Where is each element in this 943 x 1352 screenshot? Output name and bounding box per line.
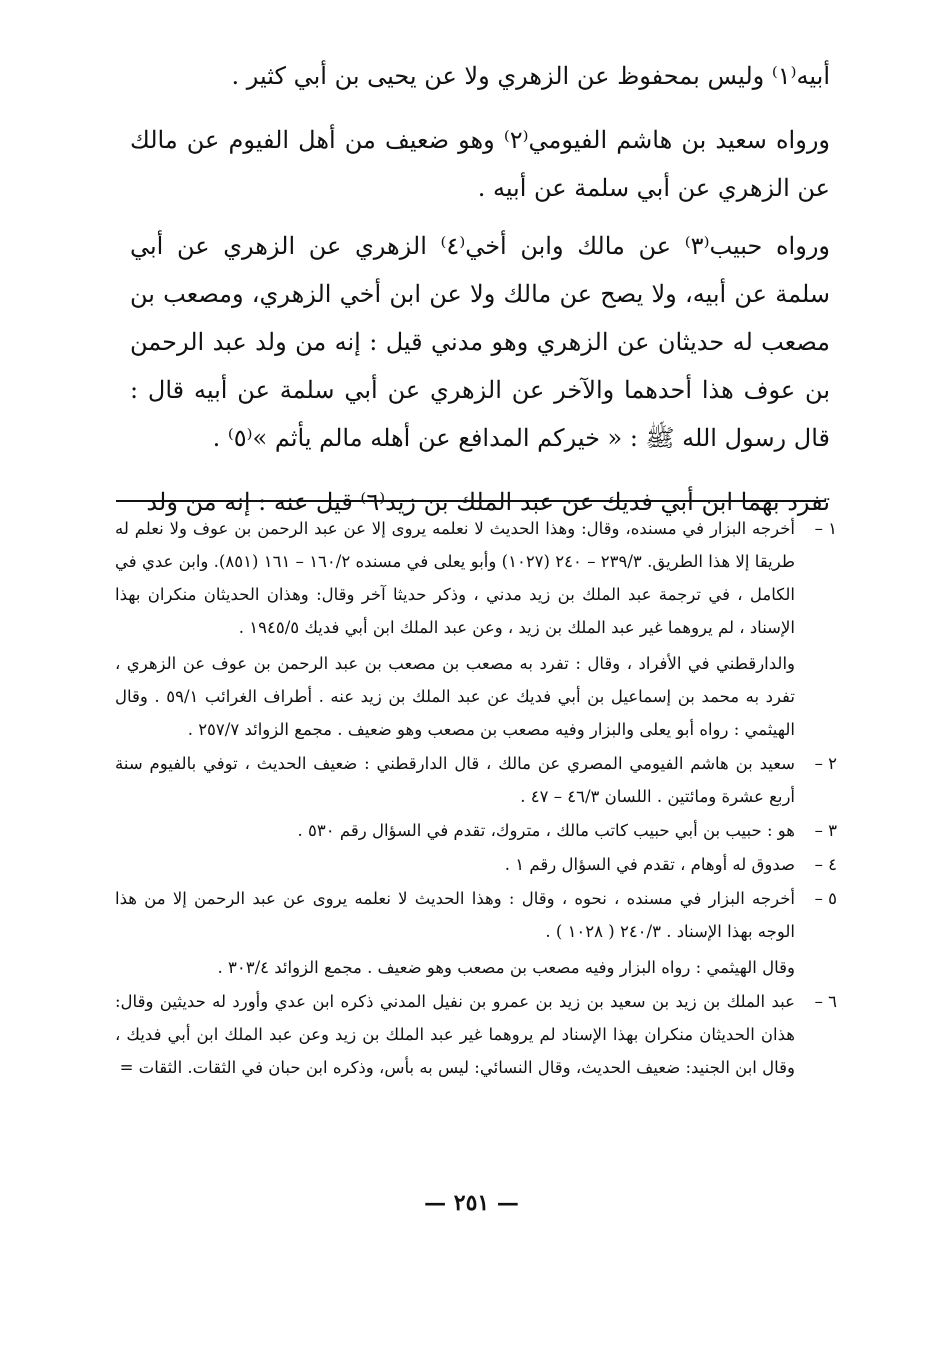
footnotes — [115, 512, 837, 1085]
footnote — [115, 512, 837, 746]
footnote-text: صدوق له أوهام ، تقدم في السؤال رقم ١ . — [504, 855, 795, 874]
footnote-number: ٣ – — [814, 821, 837, 840]
footnote-number: ١ – — [814, 519, 837, 538]
footnote — [115, 848, 837, 881]
paragraph: تفرد بهما ابن أبي فديك عن عبد الملك بن زيد⁽٦⁾ قيل عنه : إنه من ولد — [146, 488, 830, 516]
footnote — [115, 985, 837, 1084]
footnote-body — [115, 814, 795, 847]
footnote-text: هو : حبيب بن أبي حبيب كاتب مالك ، متروك، تقدم في السؤال رقم ٥٣٠ . — [297, 821, 795, 840]
footnote-body — [115, 848, 795, 881]
paragraph: أبيه⁽١⁾ وليس بمحفوظ عن الزهري ولا عن يحيى بن أبي كثير . — [231, 62, 830, 90]
footnote — [115, 814, 837, 847]
footnote-separator — [116, 500, 826, 502]
footnote-text: أخرجه البزار في مسنده، وقال: وهذا الحديث لا نعلمه يروى إلا عن عبد الرحمن بن عوف ولا نعلم له طريقا إلا هذا الطريق. ٢٣٩/٣ – ٢٤٠ (١٠٢٧) وأبو يعلى في مسنده ١٦٠/٢ – ١٦١ (٨٥١). وابن عدي في الكامل ، في ترجمة عبد الملك بن زيد مدني ، وذكر حديثا آخر وقال: وهذان الحديثان منكران بهذا الإسناد ، لم يروهما غير عبد الملك بن زيد ، وعن عبد الملك ابن أبي فديك ١٩٤٥/٥ . — [115, 519, 795, 637]
footnote-body — [115, 512, 795, 746]
footnote-text-extra: وقال الهيثمي : رواه البزار وفيه مصعب بن مصعب وهو ضعيف . مجمع الزوائد ٣٠٣/٤ . — [217, 958, 795, 977]
footnote-body — [115, 747, 795, 813]
footnote-text-extra: والدارقطني في الأفراد ، وقال : تفرد به مصعب بن مصعب بن عبد الرحمن بن عوف عن الزهري ، تفرد به محمد بن إسماعيل بن أبي فديك عن عبد الملك بن زيد عنه . أطراف الغرائب ٥٩/١ . وقال الهيثمي : رواه أبو يعلى والبزار وفيه مصعب بن مصعب وهو ضعيف . مجمع الزوائد ٢٥٧/٧ . — [115, 654, 795, 739]
main-text — [130, 52, 830, 526]
footnote — [115, 747, 837, 813]
footnote-number: ٤ – — [814, 855, 837, 874]
paragraph: ورواه حبيب⁽٣⁾ عن مالك وابن أخي⁽٤⁾ الزهري عن الزهري عن أبي سلمة عن أبيه، ولا يصح عن مالك ولا عن ابن أخي الزهري، ومصعب بن مصعب له حديثان عن الزهري وهو مدني قيل : إنه من ولد عبد الرحمن بن عوف هذا أحدهما والآخر عن الزهري عن أبي سلمة عن أبيه قال : قال رسول الله ﷺ : « خيركم المدافع عن أهله مالم يأثم »⁽٥⁾ . — [130, 232, 831, 452]
footnote-text: أخرجه البزار في مسنده ، نحوه ، وقال : وهذا الحديث لا نعلمه يروى عن عبد الرحمن إلا من هذا الوجه بهذا الإسناد . ٢٤٠/٣ ( ١٠٢٨ ) . — [115, 889, 795, 941]
footnote-body — [115, 985, 795, 1084]
footnote-text: عبد الملك بن زيد بن سعيد بن زيد بن عمرو بن نفيل المدني ذكره ابن عدي وأورد له حديثين وقال: هذان الحديثان منكران بهذا الإسناد لم يروهما غير عبد الملك بن زيد وعن عبد الملك ابن أبي فديك ، وقال ابن الجنيد: ضعيف الحديث، وقال النسائي: ليس به بأس، وذكره ابن حبان في الثقات. الثقات = — [115, 992, 795, 1077]
paragraph: ورواه سعيد بن هاشم الفيومي⁽٢⁾ وهو ضعيف من أهل الفيوم عن مالك عن الزهري عن أبي سلمة عن أبيه . — [130, 126, 830, 202]
footnote-number: ٢ – — [814, 754, 837, 773]
footnote-body — [115, 882, 795, 984]
footnote-text: سعيد بن هاشم الفيومي المصري عن مالك ، قال الدارقطني : ضعيف الحديث ، توفي بالفيوم سنة أربع عشرة ومائتين . اللسان ٤٦/٣ – ٤٧ . — [115, 754, 795, 806]
footnote — [115, 882, 837, 984]
footnote-number: ٥ – — [814, 889, 837, 908]
page-number: — ٢٥١ — — [424, 1190, 519, 1216]
footnote-number: ٦ – — [814, 992, 837, 1011]
